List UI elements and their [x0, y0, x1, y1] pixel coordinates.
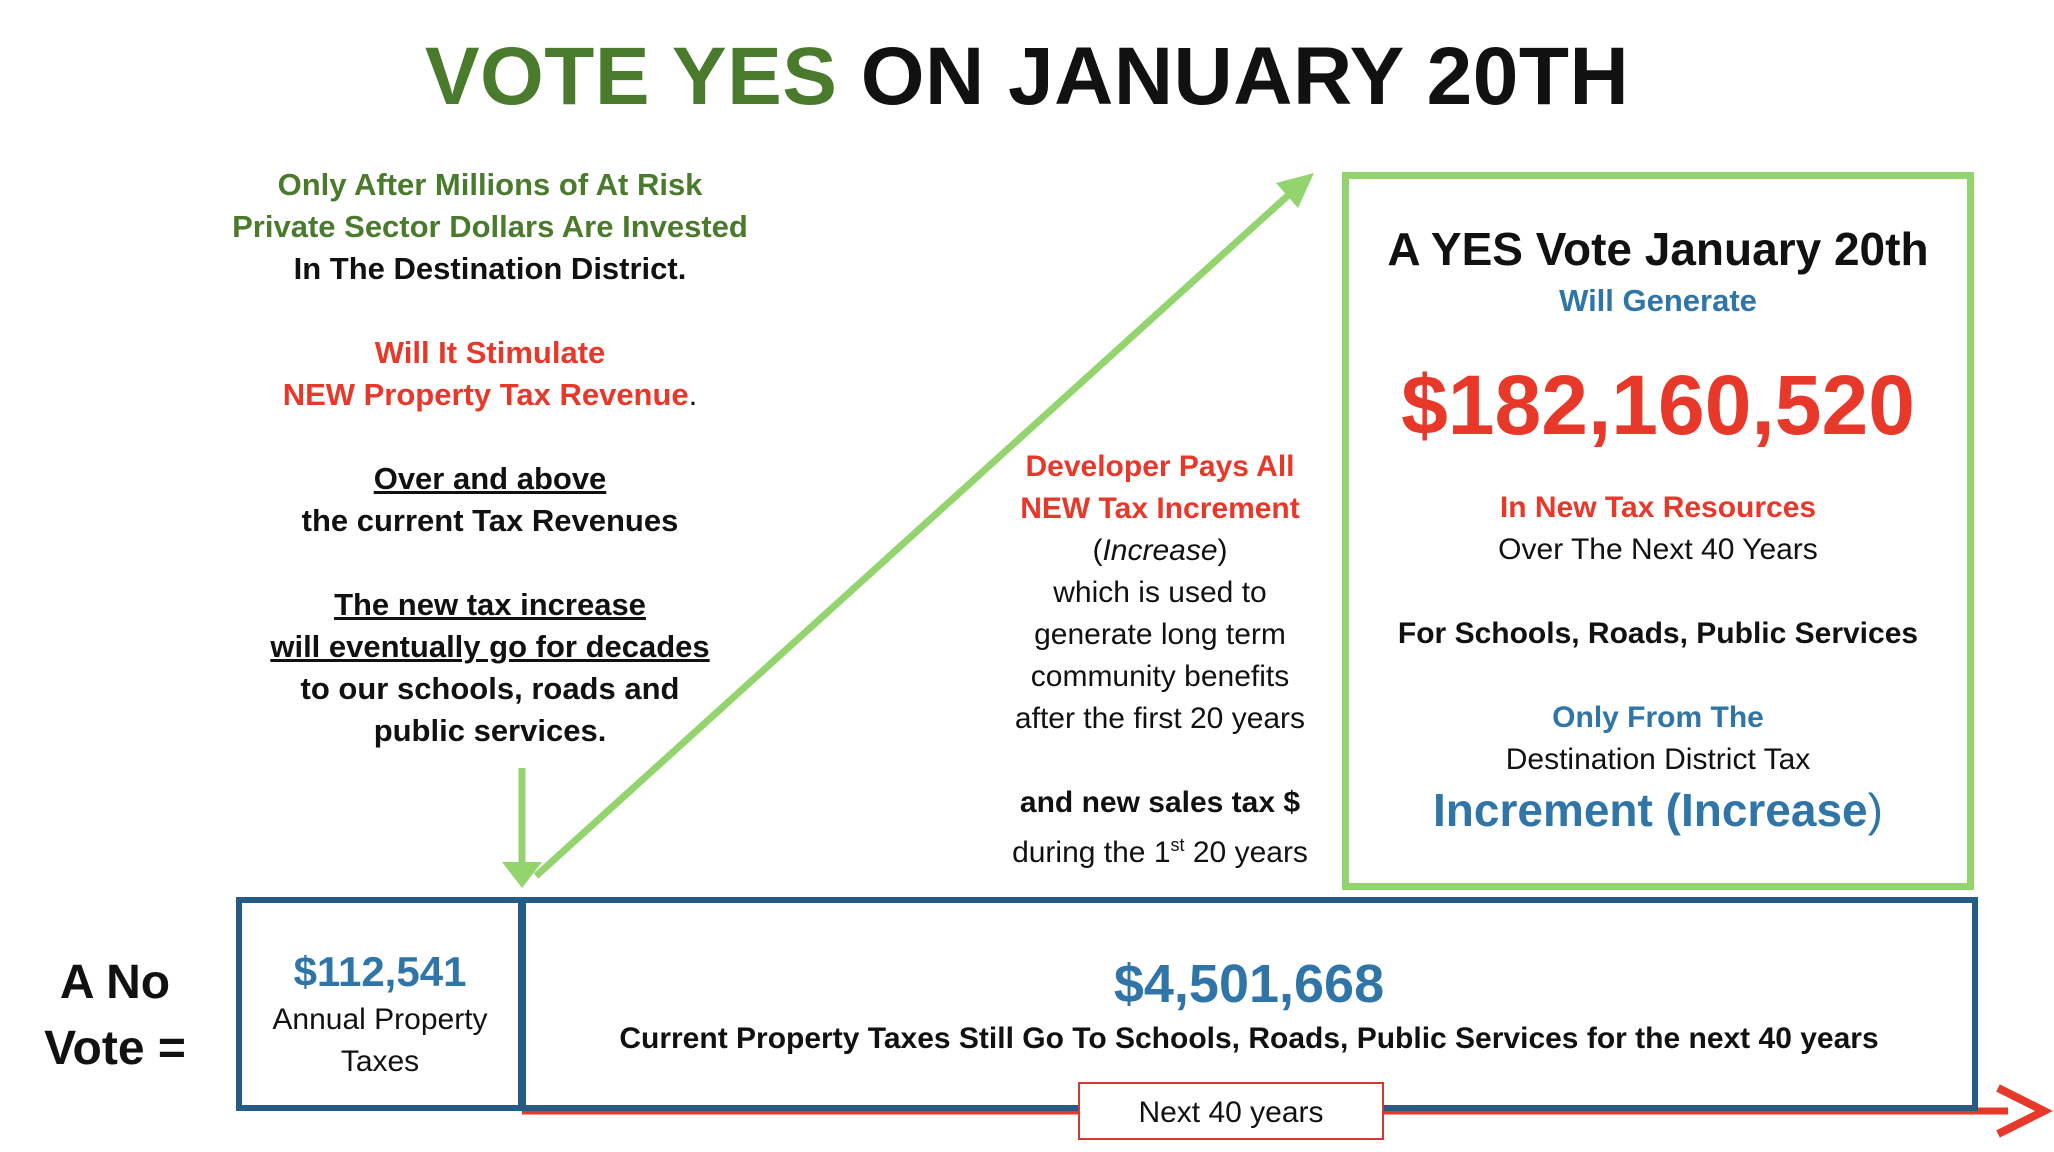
mid-line6: community benefits — [1030, 660, 1290, 693]
left-p2-line1: Will It Stimulate — [374, 335, 606, 370]
yes-increment-text: Increment (Increase — [1433, 784, 1868, 836]
left-p1-line2: Private Sector Dollars Are Invested — [232, 209, 748, 244]
yes-resources: In New Tax Resources — [1499, 491, 1817, 524]
yes-amount: $182,160,520 — [1401, 358, 1915, 452]
mid-line1: Developer Pays All — [1025, 450, 1295, 483]
mid-line8: and new sales tax $ — [1019, 786, 1301, 819]
left-p3-line1: Over and above — [373, 461, 607, 496]
mid-line3-italic: Increase — [1102, 534, 1218, 567]
annual-line1: Annual Property — [272, 1003, 488, 1036]
left-p2-line2: NEW Property Tax Revenue — [282, 377, 689, 412]
left-p2-period: . — [688, 377, 698, 412]
no-vote-line2: Vote = — [44, 1022, 186, 1075]
yes-increment — [1349, 781, 1967, 839]
yes-subheading: Will Generate — [1559, 283, 1757, 318]
total-amount: $4,501,668 — [1113, 954, 1385, 1014]
mid-line9-post: 20 years — [1184, 836, 1308, 869]
left-p1-line3: In The Destination District. — [293, 251, 687, 286]
yes-increment-close: ) — [1867, 784, 1883, 836]
annual-line2: Taxes — [340, 1045, 420, 1078]
left-p4-line2: will eventually go for decades — [270, 629, 710, 664]
mid-line7: after the first 20 years — [1014, 702, 1306, 735]
annual-tax-box — [236, 897, 524, 1111]
left-p1-line1: Only After Millions of At Risk — [277, 167, 703, 202]
yes-years: Over The Next 40 Years — [1498, 533, 1818, 566]
no-vote-line1: A No — [59, 956, 171, 1009]
yes-heading: A YES Vote January 20th — [1387, 223, 1929, 275]
yes-uses: For Schools, Roads, Public Services — [1397, 617, 1919, 650]
mid-line4: which is used to — [1053, 576, 1267, 609]
total-tax-box — [520, 897, 1978, 1111]
mid-line3-open: ( — [1092, 534, 1103, 567]
timeline-label: Next 40 years — [1078, 1082, 1384, 1140]
annual-amount: $112,541 — [293, 948, 467, 995]
title-rest: ON JANUARY 20TH — [837, 31, 1630, 122]
mid-line2: NEW Tax Increment — [1020, 492, 1300, 525]
yes-only-from: Only From The — [1552, 701, 1764, 734]
total-desc: Current Property Taxes Still Go To Schools, Roads, Public Services for the next 40 years — [619, 1022, 1879, 1055]
developer-explanation — [975, 446, 1345, 916]
yes-district: Destination District Tax — [1505, 743, 1811, 776]
mid-line3-close: ) — [1217, 534, 1228, 567]
mid-line5: generate long term — [1034, 618, 1286, 651]
left-p4-line4: public services. — [373, 713, 607, 748]
left-p3-line2: the current Tax Revenues — [301, 503, 679, 538]
mid-line9-pre: during the 1 — [1012, 836, 1171, 869]
yes-vote-box — [1342, 172, 1974, 890]
left-p4-line3: to our schools, roads and — [300, 671, 680, 706]
left-explanation — [180, 164, 800, 794]
title-yes: VOTE YES — [424, 31, 838, 122]
no-vote-label — [20, 950, 210, 1082]
left-p4-line1: The new tax increase — [334, 587, 646, 622]
mid-line9-sup: st — [1170, 835, 1185, 855]
